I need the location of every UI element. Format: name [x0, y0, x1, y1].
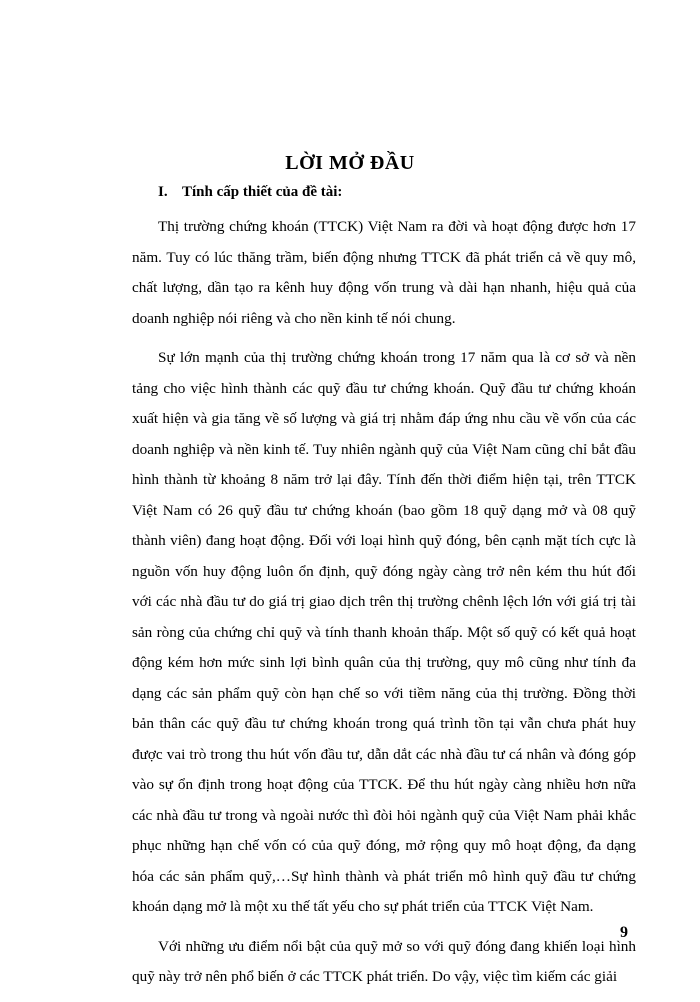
paragraph: Sự lớn mạnh của thị trường chứng khoán trong 17 năm qua là cơ sở và nền tảng cho việc hình thành các quỹ đầu tư chứng khoán. Quỹ đầu tư chứng khoán xuất hiện và gia tăng về số lượng và giá trị nhằm đáp ứng nhu cầu về vốn của các doanh nghiệp và nền kinh tế. Tuy nhiên ngành quỹ của Việt Nam cũng chỉ bắt đầu hình thành từ khoảng 8 năm trở lại đây. Tính đến thời điểm hiện tại, trên TTCK Việt Nam có 26 quỹ đầu tư chứng khoán (bao gồm 18 quỹ dạng mở và 08 quỹ thành viên) đang hoạt động. Đối với loại hình quỹ đóng, bên cạnh mặt tích cực là nguồn vốn huy động luôn ổn định, quỹ đóng ngày càng trở nên kém thu hút đối với các nhà đầu tư do giá trị giao dịch trên thị trường chênh lệch lớn với giá trị tài sản ròng của chứng chỉ quỹ và tính thanh khoản thấp. Một số quỹ có kết quả hoạt động kém hơn mức sinh lợi bình quân của thị trường, quy mô cũng như tính đa dạng các sản phẩm quỹ còn hạn chế so với tiềm năng của thị trường. Đồng thời bản thân các quỹ đầu tư chứng khoán trong quá trình tồn tại vẫn chưa phát huy được vai trò trong thu hút vốn đầu tư, dẫn dắt các nhà đầu tư cá nhân và đóng góp vào sự ổn định trong hoạt động của TTCK. Để thu hút ngày càng nhiều hơn nữa các nhà đầu tư trong và ngoài nước thì đòi hỏi ngành quỹ của Việt Nam phải khắc phục những hạn chế vốn có của quỹ đóng, mở rộng quy mô hoạt động, đa dạng hóa các sản phẩm quỹ,…Sự hình thành và phát triển mô hình quỹ đầu tư chứng khoán dạng mở là một xu thế tất yếu cho sự phát triển của TTCK Việt Nam.: [132, 349, 636, 915]
page-number: 9: [620, 924, 628, 941]
paragraph: Với những ưu điểm nổi bật của quỹ mở so với quỹ đóng đang khiến loại hình quỹ này trở nên phổ biến ở các TTCK phát triển. Do vậy, việc tìm kiếm các giải: [132, 937, 636, 985]
section-title: Tính cấp thiết của đề tài:: [182, 184, 343, 200]
page-title: LỜI MỞ ĐẦU: [285, 152, 415, 174]
section-number: I.: [158, 184, 168, 200]
body-text: [132, 212, 636, 1002]
section-heading: [158, 184, 342, 201]
paragraph: Thị trường chứng khoán (TTCK) Việt Nam ra đời và hoạt động được hơn 17 năm. Tuy có lúc thăng trầm, biến động nhưng TTCK đã phát triển cả về quy mô, chất lượng, dần tạo ra kênh huy động vốn trung và dài hạn nhanh, hiệu quả của doanh nghiệp nói riêng và cho nền kinh tế nói chung.: [132, 218, 636, 327]
